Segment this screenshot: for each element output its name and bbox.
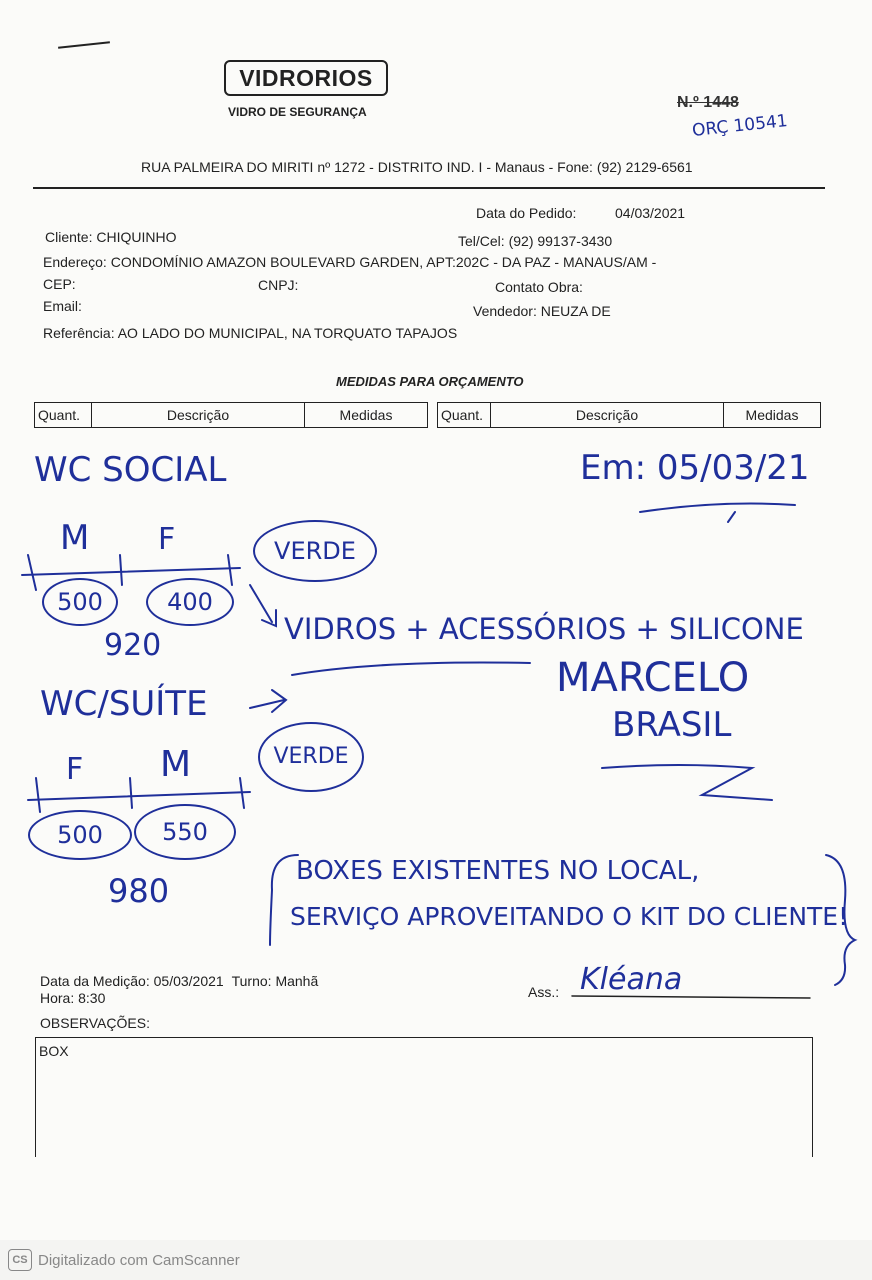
measurement-date-value: 05/03/2021 xyxy=(153,973,224,989)
name-brasil: BRASIL xyxy=(612,705,732,745)
brand-name: VIDRORIOS xyxy=(239,65,373,91)
name-underline xyxy=(602,765,772,800)
col-measures: Medidas xyxy=(305,403,428,428)
time-label: Hora: xyxy=(40,990,75,1006)
col-measures-2: Medidas xyxy=(724,403,821,428)
wall-line-2 xyxy=(28,792,250,800)
client-label: Cliente: xyxy=(45,229,93,245)
reference-label: Referência: xyxy=(43,325,115,341)
contact-label: Contato Obra: xyxy=(495,279,583,295)
verde-text-2: VERDE xyxy=(273,744,349,769)
total-920: 920 xyxy=(104,628,162,663)
oval-500-a xyxy=(42,578,118,626)
measurement-date-field xyxy=(40,973,318,989)
reference-value: AO LADO DO MUNICIPAL, NA TORQUATO TAPAJOS xyxy=(117,325,458,341)
verde-oval-1 xyxy=(253,520,377,582)
observations-box xyxy=(35,1037,813,1157)
width-550: 550 xyxy=(162,818,208,846)
underline-items xyxy=(292,663,530,676)
address-value: CONDOMÍNIO AMAZON BOULEVARD GARDEN, APT:202C - DA PAZ - MANAUS/AM - xyxy=(110,254,657,270)
note-line-1: BOXES EXISTENTES NO LOCAL, xyxy=(296,856,700,886)
camscanner-icon: CS xyxy=(8,1249,32,1271)
width-400: 400 xyxy=(167,588,213,616)
measures-title: MEDIDAS PARA ORÇAMENTO xyxy=(336,374,524,389)
left-brace xyxy=(270,855,298,945)
order-date-label: Data do Pedido: xyxy=(476,205,577,221)
phone-label: Tel/Cel: xyxy=(458,233,505,249)
verde-text-1: VERDE xyxy=(274,537,356,565)
company-address: RUA PALMEIRA DO MIRITI nº 1272 - DISTRITO IND. I - Manaus - Fone: (92) 2129-6561 xyxy=(141,159,693,175)
total-980: 980 xyxy=(108,872,170,910)
shift-value: Manhã xyxy=(275,973,319,989)
label-f-2: F xyxy=(66,752,84,787)
seller-value: NEUZA DE xyxy=(540,303,611,319)
date-note: Em: 05/03/21 xyxy=(580,448,810,488)
order-date-value: 04/03/2021 xyxy=(615,205,686,221)
phone-value: (92) 99137-3430 xyxy=(508,233,613,249)
time-value: 8:30 xyxy=(78,990,106,1006)
oval-550 xyxy=(134,804,236,860)
wc-suite: WC/SUÍTE xyxy=(40,684,208,724)
cep-label: CEP: xyxy=(43,276,76,292)
scanner-footer xyxy=(8,1249,240,1271)
client-value: CHIQUINHO xyxy=(96,229,177,245)
oval-400 xyxy=(146,578,234,626)
order-number: N.º 1448 xyxy=(677,94,739,111)
observations-label: OBSERVAÇÕES: xyxy=(40,1015,150,1031)
col-quant: Quant. xyxy=(35,403,92,428)
col-description-2: Descrição xyxy=(491,403,724,428)
col-description: Descrição xyxy=(92,403,305,428)
arrow-2 xyxy=(250,690,286,712)
name-marcelo: MARCELO xyxy=(556,655,750,701)
budget-ref-handwritten: ORÇ 10541 xyxy=(691,111,789,141)
label-m-2: M xyxy=(160,744,192,785)
label-m-1: M xyxy=(60,518,90,558)
label-f-1: F xyxy=(158,522,176,557)
note-line-2: SERVIÇO APROVEITANDO O KIT DO CLIENTE! xyxy=(290,902,849,931)
signature-handwritten: Kléana xyxy=(580,962,683,997)
observations-value: BOX xyxy=(39,1043,69,1059)
scanner-text: Digitalizado com CamScanner xyxy=(38,1251,240,1269)
measurement-date-label: Data da Medição: xyxy=(40,973,150,989)
signature-label: Ass.: xyxy=(528,984,560,1000)
email-label: Email: xyxy=(43,298,82,314)
items-note: VIDROS + ACESSÓRIOS + SILICONE xyxy=(284,612,804,646)
wc-social: WC SOCIAL xyxy=(34,450,227,490)
shift-label: Turno: xyxy=(231,973,272,989)
time-field xyxy=(40,990,105,1006)
col-quant-2: Quant. xyxy=(438,403,491,428)
date-underline xyxy=(640,504,795,522)
seller-label: Vendedor: xyxy=(473,303,537,319)
width-500-b: 500 xyxy=(57,821,103,849)
brand-tagline: VIDRO DE SEGURANÇA xyxy=(228,105,367,119)
cnpj-label: CNPJ: xyxy=(258,277,299,293)
width-500-a: 500 xyxy=(57,588,103,616)
arrow-1 xyxy=(250,585,276,626)
address-label: Endereço: xyxy=(43,254,107,270)
wall-line-1 xyxy=(22,568,240,575)
oval-500-b xyxy=(28,810,132,860)
verde-oval-2 xyxy=(258,722,364,792)
